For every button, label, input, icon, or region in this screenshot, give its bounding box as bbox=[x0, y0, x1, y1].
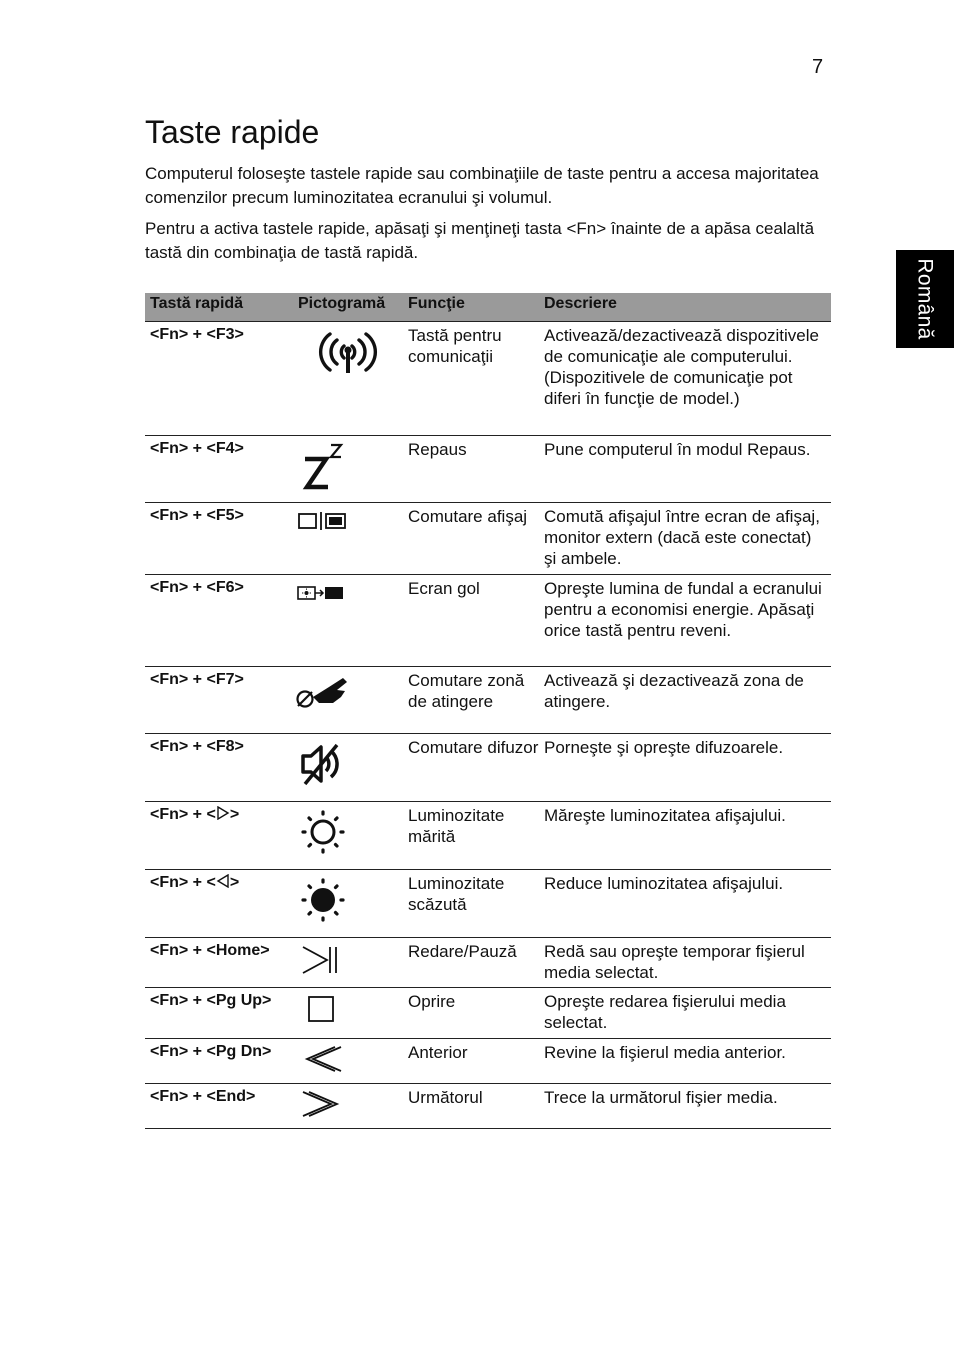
description-text: Redă sau opreşte temporar fişierul media selectat. bbox=[544, 942, 805, 982]
description-text: Măreşte luminozitatea afişajului. bbox=[544, 806, 786, 825]
intro-paragraph: Computerul foloseşte tastele rapide sau combinaţiile de taste pentru a accesa majoritatea comenzilor precum luminozitatea ecranului şi volumul. bbox=[145, 164, 819, 207]
screen-blank-icon bbox=[293, 581, 403, 605]
table-row bbox=[145, 1084, 831, 1128]
hotkey-label: <Fn> + <F3> bbox=[150, 326, 244, 343]
page-number: 7 bbox=[812, 56, 824, 78]
hotkey-label bbox=[145, 870, 293, 937]
table-row bbox=[145, 870, 831, 938]
description-text: Revine la fişierul media anterior. bbox=[544, 1043, 786, 1062]
function-label: Repaus bbox=[408, 440, 467, 459]
function-label: Următorul bbox=[408, 1088, 483, 1107]
description-text: Porneşte şi opreşte difuzoarele. bbox=[544, 738, 784, 757]
function-label: Comutare difuzor bbox=[408, 738, 539, 757]
description-text: Opreşte redarea fişierului media selectat. bbox=[544, 992, 786, 1032]
hotkey-label: <Fn> + <F8> bbox=[150, 738, 244, 755]
description-text: Pune computerul în modul Repaus. bbox=[544, 440, 811, 459]
previous-icon bbox=[293, 1045, 403, 1075]
header-hotkey: Tastă rapidă bbox=[150, 295, 244, 312]
table-row bbox=[145, 503, 831, 575]
function-label: Comutare zonă de atingere bbox=[408, 671, 525, 711]
left-arrow-key-icon bbox=[216, 874, 230, 888]
brightness-down-icon bbox=[293, 876, 403, 924]
table-row bbox=[145, 988, 831, 1039]
description-text: Opreşte lumina de fundal a ecranului pentru a economisi energie. Apăsaţi orice tastă pentru reveni. bbox=[544, 579, 822, 640]
hotkey-label: <Fn> + <F7> bbox=[150, 671, 244, 688]
hotkey-suffix: > bbox=[229, 874, 240, 891]
table-row bbox=[145, 575, 831, 667]
hotkey-label: <Fn> + <F5> bbox=[150, 507, 244, 524]
function-label: Oprire bbox=[408, 992, 456, 1011]
hotkey-prefix: <Fn> + < bbox=[150, 874, 216, 891]
page-title: Taste rapide bbox=[145, 114, 320, 150]
description-text: Trece la următorul fişier media. bbox=[544, 1088, 778, 1107]
table-row bbox=[145, 802, 831, 870]
description-text: Activează/dezactivează dispozitivele de comunicaţie ale computerului. (Dispozitivele de comunicaţie pot diferi în funcţie de model.) bbox=[544, 326, 819, 408]
header-function: Funcţie bbox=[408, 295, 465, 312]
hotkey-label: <Fn> + <Pg Up> bbox=[150, 992, 272, 1009]
description-text: Reduce luminozitatea afişajului. bbox=[544, 874, 784, 893]
next-icon bbox=[293, 1090, 403, 1120]
table-row bbox=[145, 1039, 831, 1084]
language-tab bbox=[896, 250, 954, 348]
function-label: Anterior bbox=[408, 1043, 468, 1062]
function-label: Luminozitate scăzută bbox=[408, 874, 505, 914]
function-label: Tastă pentru comunicaţii bbox=[408, 326, 502, 366]
table-row bbox=[145, 667, 831, 734]
play-pause-icon bbox=[293, 944, 403, 978]
hotkey-label bbox=[145, 802, 293, 869]
hotkey-suffix: > bbox=[229, 806, 240, 823]
hotkey-table bbox=[145, 293, 831, 1129]
stop-icon bbox=[293, 994, 403, 1028]
hotkey-label: <Fn> + <F4> bbox=[150, 440, 244, 457]
function-label: Redare/Pauză bbox=[408, 942, 517, 961]
table-row bbox=[145, 938, 831, 988]
language-tab-label: Română bbox=[914, 258, 937, 340]
table-row bbox=[145, 734, 831, 802]
sleep-icon bbox=[293, 442, 403, 494]
touchpad-toggle-icon bbox=[293, 673, 403, 713]
instruction-paragraph: Pentru a activa tastele rapide, apăsaţi şi menţineţi tasta <Fn> înainte de a apăsa cealaltă tastă din combinaţia de tastă rapidă. bbox=[145, 219, 815, 262]
brightness-up-icon bbox=[293, 808, 403, 856]
display-toggle-icon bbox=[293, 509, 403, 539]
speaker-mute-icon bbox=[293, 740, 403, 788]
description-text: Comută afişajul între ecran de afişaj, monitor extern (dacă este conectat) şi ambele. bbox=[544, 507, 820, 568]
table-row bbox=[145, 436, 831, 503]
function-label: Comutare afişaj bbox=[408, 507, 528, 526]
table-header bbox=[145, 293, 831, 322]
function-label: Ecran gol bbox=[408, 579, 480, 598]
right-arrow-key-icon bbox=[216, 806, 230, 820]
header-icon: Pictogramă bbox=[298, 295, 386, 312]
hotkey-prefix: <Fn> + < bbox=[150, 806, 216, 823]
description-text: Activează şi dezactivează zona de atingere. bbox=[544, 671, 804, 711]
table-row bbox=[145, 322, 831, 436]
function-label: Luminozitate mărită bbox=[408, 806, 505, 846]
header-description: Descriere bbox=[544, 295, 617, 312]
hotkey-label: <Fn> + <Pg Dn> bbox=[150, 1043, 272, 1060]
hotkey-label: <Fn> + <End> bbox=[150, 1088, 256, 1105]
wireless-icon bbox=[293, 328, 403, 378]
hotkey-label: <Fn> + <F6> bbox=[150, 579, 244, 596]
hotkey-label: <Fn> + <Home> bbox=[150, 942, 270, 959]
